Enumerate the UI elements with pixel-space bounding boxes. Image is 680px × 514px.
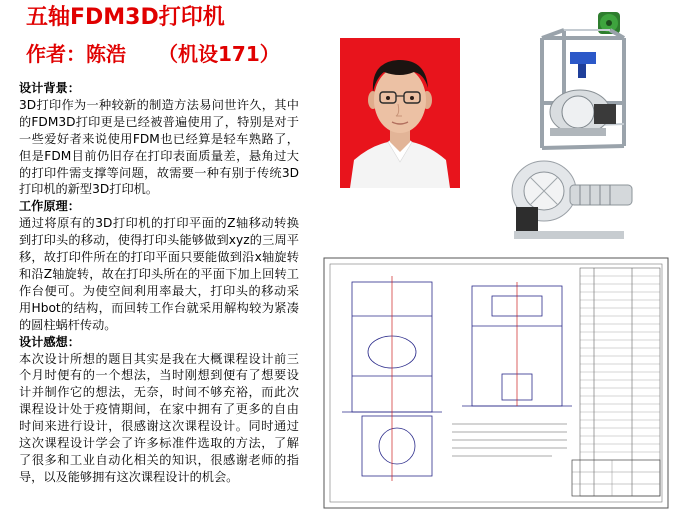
printer-render-front [520,8,640,158]
page-title: 五轴FDM3D打印机 [26,5,225,30]
reflection-heading: 设计感想： [19,334,80,349]
printer-render-illustration [520,8,640,158]
assembly-drawing [322,256,670,510]
author-name: 作者：陈浩 [26,42,126,66]
author-class: （机设171） [158,42,280,66]
author-portrait [340,38,460,188]
background-body: 3D打印作为一种较新的制造方法易问世许久，其中的FDM3D打印更是已经被普遍使用了，特别是对于一些爱好者来说使用FDM也已经算是轻车熟路了，但是FDM目前仍旧存在打印表面质量差，悬角过大的打印件需支撑等问题，故需要一种有别于传统3D打印机的新型3D打印机。 [19,97,299,197]
reflection-body: 本次设计所想的题目其实是我在大概课程设计前三个月时便有的一个想法，当时刚想到便有了想要设计并制作它的想法，无奈，时间不够充裕，而此次课程设计处于疫情期间，在家中拥有了更多的自由时间来进行设计，很感谢这次课程设计。同时通过这次课程设计学会了许多标准件选取的方法，了解了很多和工业自动化相关的知识，很感谢老师的指导，以及能够拥有这次课程设计的机会。 [19,351,299,484]
rotary-table-render [500,155,650,245]
background-heading: 设计背景： [19,81,80,95]
principle-heading: 工作原理： [19,199,80,214]
principle-body: 通过将原有的3D打印机的打印平面的Z轴移动转换到打印头的移动，使得打印头能够做到xyz的三周平移，故打印件所在的打印平面只要能做到沿x轴旋转和沿Z轴旋转，故在打印头所在的平面下加上回转工作台便可。为使空间利用率最大，打印头的移动采用Hbot的结构，而回转工作台就采用解构较为紧凑的圆柱蜗杆传动。 [19,216,299,332]
text-column [19,80,299,486]
rotary-table-illustration [500,155,650,245]
portrait-illustration [340,38,460,188]
assembly-drawing-illustration [322,256,670,510]
author-line [26,40,280,68]
